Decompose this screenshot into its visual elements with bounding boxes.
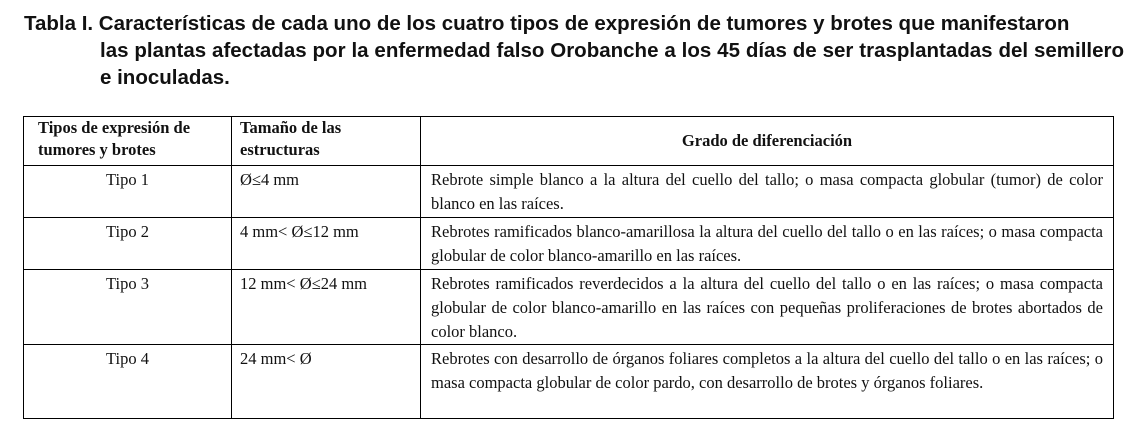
cell-grado: Rebrotes ramificados reverdecidos a la altura del cuello del tallo o en las raíces; o masa compacta globular de color blanco-amarillo en las raíces con pequeñas proliferaciones de brotes abortados de color blanco. [421, 270, 1114, 345]
table-header-row [24, 117, 1114, 166]
table-row [24, 218, 1114, 270]
header-grado: Grado de diferenciación [421, 117, 1114, 166]
cell-grado: Rebrote simple blanco a la altura del cuello del tallo; o masa compacta globular (tumor) de color blanco en las raíces. [421, 166, 1114, 218]
cell-tamano: Ø≤4 mm [232, 166, 421, 218]
table-row [24, 270, 1114, 345]
cell-tamano: 24 mm< Ø [232, 345, 421, 419]
cell-grado: Rebrotes con desarrollo de órganos foliares completos a la altura del cuello del tallo o en las raíces; o masa compacta globular de color pardo, con desarrollo de brotes y órganos foliares. [421, 345, 1114, 419]
characteristics-table [23, 116, 1114, 419]
header-tamano: Tamaño de las estructuras [232, 117, 421, 166]
cell-tipo: Tipo 1 [24, 166, 232, 218]
header-tipos: Tipos de expresión de tumores y brotes [24, 117, 232, 166]
table-caption [24, 10, 1124, 91]
table-row [24, 166, 1114, 218]
cell-tamano: 4 mm< Ø≤12 mm [232, 218, 421, 270]
cell-tamano: 12 mm< Ø≤24 mm [232, 270, 421, 345]
cell-grado: Rebrotes ramificados blanco-amarillosa la altura del cuello del tallo o en las raíces; o masa compacta globular de color blanco-amarillo en las raíces. [421, 218, 1114, 270]
caption-lead: Tabla I. Características de cada uno de los cuatro tipos de expresión de tumores y brotes que manifestaron [24, 12, 1070, 35]
cell-tipo: Tipo 4 [24, 345, 232, 419]
cell-tipo: Tipo 2 [24, 218, 232, 270]
caption-rest: las plantas afectadas por la enfermedad falso Orobanche a los 45 días de ser trasplantadas del semillero e inoculadas. [100, 39, 1124, 89]
cell-tipo: Tipo 3 [24, 270, 232, 345]
table-row [24, 345, 1114, 419]
